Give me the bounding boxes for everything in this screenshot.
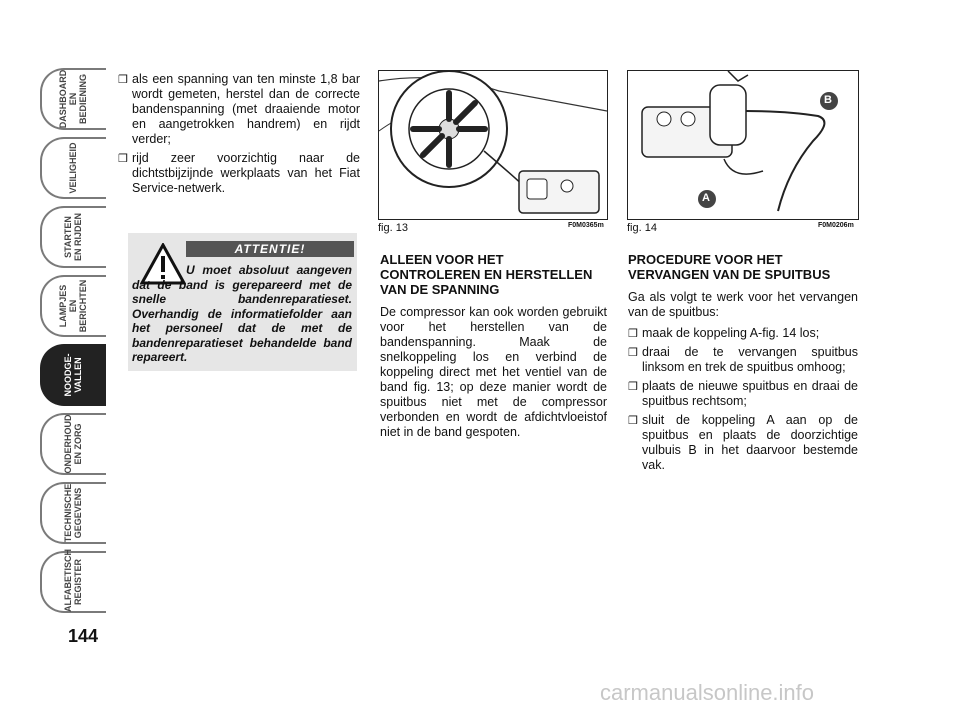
column-middle xyxy=(380,252,607,446)
watermark: carmanualsonline.info xyxy=(600,680,815,705)
figure-13-code: F0M0365m xyxy=(568,222,604,229)
list-item-text: draai de te vervangen spuitbus linksom en trek de spuitbus omhoog; xyxy=(642,345,858,374)
warning-heading: ATTENTIE! xyxy=(186,241,354,257)
warning-text-block xyxy=(132,263,352,365)
section-intro: Ga als volgt te werk voor het vervangen van de spuitbus: xyxy=(628,290,858,319)
checkbox-bullet-icon: ❒ xyxy=(628,381,638,393)
section-heading: PROCEDURE VOOR HET VERVANGEN VAN DE SPUITBUS xyxy=(628,252,831,282)
checkbox-bullet-icon: ❒ xyxy=(628,347,638,359)
chapter-sidebar xyxy=(40,68,106,620)
list-item xyxy=(118,151,360,196)
tab-dashboard[interactable] xyxy=(40,68,106,130)
tire-compressor-illustration xyxy=(379,71,607,219)
list-item xyxy=(628,326,858,341)
section-heading: ALLEEN VOOR HET CONTROLEREN EN HERSTELLEN VAN DE SPANNING xyxy=(380,252,593,297)
list-item-text: rijd zeer voorzichtig naar de dichtstbijzijnde werkplaats van het Fiat Service-netwerk. xyxy=(132,151,360,195)
warning-text: U moet absoluut aangeven dat de band is gerepareerd met de snelle bandenreparatieset. Overhandig de informatiefolder aan het personeel dat de met de bandenreparatieset behandelde band repareert. xyxy=(132,263,352,364)
list-item xyxy=(628,413,858,473)
list-item-text: plaats de nieuwe spuitbus en draai de spuitbus rechtsom; xyxy=(642,379,858,408)
warning-box xyxy=(128,233,357,371)
tab-starten[interactable] xyxy=(40,206,106,268)
column-right xyxy=(628,252,858,477)
page-number: 144 xyxy=(68,626,99,646)
figure-14-code: F0M0206m xyxy=(818,222,854,229)
tab-label: STARTEN EN RIJDEN xyxy=(63,213,83,262)
tab-label: LAMPJES EN BERICHTEN xyxy=(58,279,88,333)
label-a: A xyxy=(702,192,710,204)
list-item xyxy=(118,72,360,147)
checkbox-bullet-icon: ❒ xyxy=(118,74,128,86)
figure-13-image xyxy=(378,70,608,220)
list-item-text: maak de koppeling A-fig. 14 los; xyxy=(642,326,820,340)
section-text: De compressor kan ook worden gebruikt voor het herstellen van de bandenspanning. Maak de snelkoppeling los en verbind de koppeling direct met het ventiel van de band fig. 13; op deze manier wordt de spuitbus niet met de compressor verbonden en wordt de afdichtvloeistof niet in de band gespoten. xyxy=(380,305,607,439)
tab-onderhoud[interactable] xyxy=(40,413,106,475)
checkbox-bullet-icon: ❒ xyxy=(628,415,638,427)
list-item xyxy=(628,345,858,375)
tab-label: TECHNISCHE GEGEVENS xyxy=(63,483,83,543)
tab-label: VEILIGHEID xyxy=(68,142,78,194)
tab-technische[interactable] xyxy=(40,482,106,544)
figure-14-caption: fig. 14 xyxy=(627,222,657,234)
checkbox-bullet-icon: ❒ xyxy=(628,328,638,340)
tab-label: ONDERHOUD EN ZORG xyxy=(63,414,83,474)
column-left xyxy=(118,72,360,200)
tab-label: DASHBOARD EN BEDIENING xyxy=(58,69,88,129)
figure-14-image xyxy=(627,70,859,220)
list-item xyxy=(628,379,858,409)
tab-lampjes[interactable] xyxy=(40,275,106,337)
tab-alfabetisch[interactable] xyxy=(40,551,106,613)
tab-label: ALFABETISCH REGISTER xyxy=(63,549,83,612)
tab-noodgevallen[interactable] xyxy=(40,344,106,406)
label-b: B xyxy=(824,94,832,106)
figure-13-caption: fig. 13 xyxy=(378,222,408,234)
list-item-text: sluit de koppeling A aan op de spuitbus en plaats de doorzichtige vulbuis B in het daarvoor bestemde vak. xyxy=(642,413,858,472)
tab-veiligheid[interactable] xyxy=(40,137,106,199)
list-item-text: als een spanning van ten minste 1,8 bar wordt gemeten, herstel dan de correcte bandenspanning (met draaiende motor en aangetrokken handrem) en rijdt verder; xyxy=(132,72,360,146)
checkbox-bullet-icon: ❒ xyxy=(118,153,128,165)
tab-label: NOODGE- VALLEN xyxy=(63,353,83,397)
